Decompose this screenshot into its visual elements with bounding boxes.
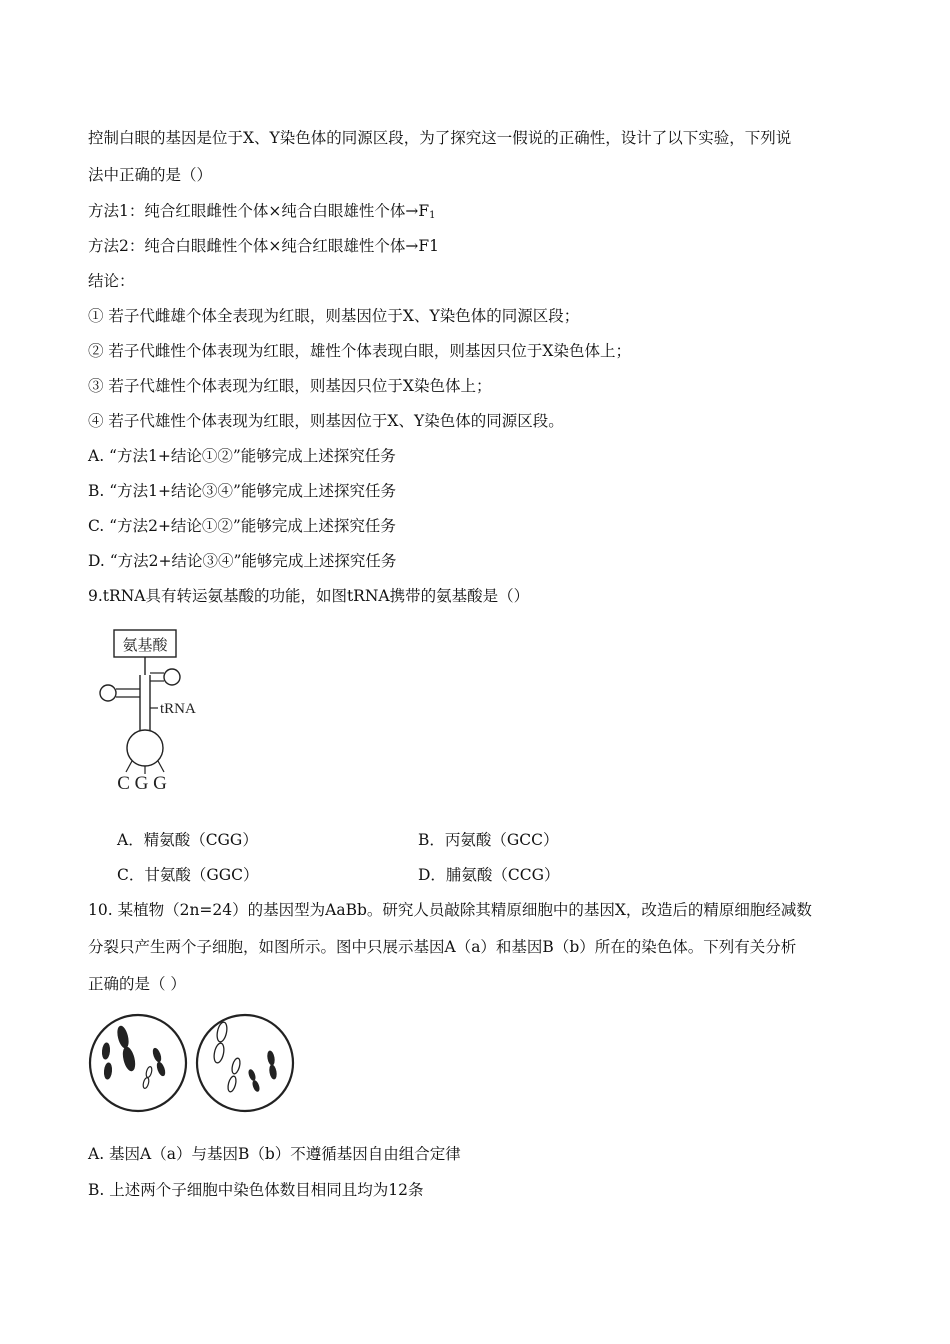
conclusion-item: ③ 若子代雄性个体表现为红眼，则基因只位于X染色体上； <box>88 377 492 395</box>
daughter-cell-right <box>197 1015 293 1111</box>
q8-option-c: C. “方法2+结论①②”能够完成上述探究任务 <box>88 517 396 535</box>
q10-line-2: 分裂只产生两个子细胞，如图所示。图中只展示基因A（a）和基因B（b）所在的染色体。下列有关分析 <box>88 938 797 956</box>
q8-option-b: B. “方法1+结论③④”能够完成上述探究任务 <box>88 482 396 500</box>
method-1-subscript: 1 <box>429 210 436 221</box>
daughter-cells-figure <box>86 1008 301 1118</box>
conclusion-heading: 结论： <box>88 272 135 290</box>
daughter-cell-left <box>90 1015 186 1111</box>
q10-line-3: 正确的是（ ） <box>88 975 186 993</box>
amino-acid-box-label: 氨基酸 <box>122 636 168 654</box>
q8-option-a: A. “方法1+结论①②”能够完成上述探究任务 <box>88 447 396 465</box>
q9-option-a: A．精氨酸（CGG） <box>117 831 258 849</box>
intro-line-1: 控制白眼的基因是位于X、Y染色体的同源区段，为了探究这一假说的正确性，设计了以下实验，下列说 <box>88 129 792 147</box>
q10-line-1: 10. 某植物（2n=24）的基因型为AaBb。研究人员敲除其精原细胞中的基因X，改造后的精原细胞经减数 <box>88 901 812 919</box>
q9-option-d: D．脯氨酸（CCG） <box>418 866 560 884</box>
method-1 <box>88 200 435 227</box>
intro-line-2: 法中正确的是（） <box>88 166 213 184</box>
q9-option-b: B．丙氨酸（GCC） <box>418 831 559 849</box>
trna-label: tRNA <box>160 701 196 717</box>
q10-option-b: B. 上述两个子细胞中染色体数目相同且均为12条 <box>88 1181 424 1199</box>
method-2: 方法2：纯合白眼雌性个体×纯合红眼雄性个体→F1 <box>88 237 439 255</box>
q8-option-d: D. “方法2+结论③④”能够完成上述探究任务 <box>88 552 397 570</box>
trna-figure <box>90 625 230 795</box>
anticodon-label: C G G <box>117 773 167 794</box>
conclusion-item: ② 若子代雌性个体表现为红眼，雄性个体表现白眼，则基因只位于X染色体上； <box>88 342 631 360</box>
conclusion-item: ④ 若子代雄性个体表现为红眼，则基因位于X、Y染色体的同源区段。 <box>88 412 564 430</box>
q9-stem: 9.tRNA具有转运氨基酸的功能，如图tRNA携带的氨基酸是（） <box>88 587 530 605</box>
method-1-text: 方法1：纯合红眼雌性个体×纯合白眼雄性个体→F <box>88 202 430 220</box>
q9-option-c: C．甘氨酸（GGC） <box>117 866 259 884</box>
q10-option-a: A. 基因A（a）与基因B（b）不遵循基因自由组合定律 <box>88 1145 461 1163</box>
conclusion-item: ① 若子代雌雄个体全表现为红眼，则基因位于X、Y染色体的同源区段； <box>88 307 580 325</box>
